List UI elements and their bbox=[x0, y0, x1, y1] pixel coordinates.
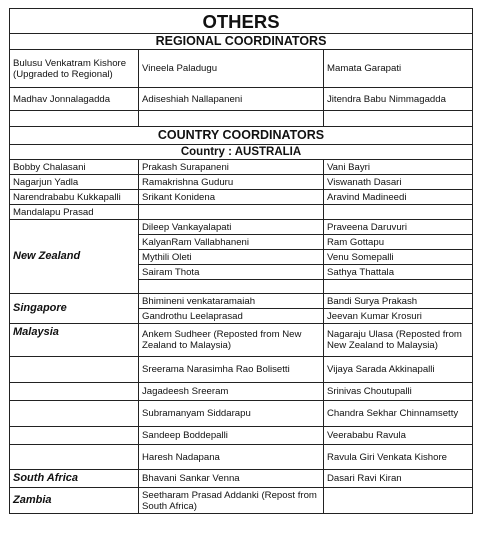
table-cell: Vineela Paladugu bbox=[139, 50, 324, 88]
table-cell: Ravula Giri Venkata Kishore bbox=[324, 445, 473, 470]
country-subheading: Country : AUSTRALIA bbox=[10, 145, 473, 160]
table-cell: Jitendra Babu Nimmagadda bbox=[324, 88, 473, 111]
table-cell: Subramanyam Siddarapu bbox=[139, 401, 324, 427]
table-cell: Nagaraju Ulasa (Reposted from New Zealand to Malaysia) bbox=[324, 324, 473, 357]
region-south-africa: South Africa bbox=[10, 470, 139, 488]
table-cell: Aravind Madineedi bbox=[324, 190, 473, 205]
table-cell: Haresh Nadapana bbox=[139, 445, 324, 470]
table-cell: Sreerama Narasimha Rao Bolisetti bbox=[139, 357, 324, 383]
table-cell: Sairam Thota bbox=[139, 265, 324, 280]
table-cell: Sathya Thattala bbox=[324, 265, 473, 280]
table-cell: Chandra Sekhar Chinnamsetty bbox=[324, 401, 473, 427]
table-cell: KalyanRam Vallabhaneni bbox=[139, 235, 324, 250]
table-cell: Madhav Jonnalagadda bbox=[10, 88, 139, 111]
table-cell: Mythili Oleti bbox=[139, 250, 324, 265]
table-cell: Mandalapu Prasad bbox=[10, 205, 139, 220]
regional-heading: REGIONAL COORDINATORS bbox=[10, 34, 473, 50]
table-row bbox=[10, 160, 473, 175]
table-cell: Praveena Daruvuri bbox=[324, 220, 473, 235]
country-heading: COUNTRY COORDINATORS bbox=[10, 127, 473, 145]
table-cell bbox=[324, 205, 473, 220]
table-row bbox=[10, 50, 473, 88]
table-cell: Bulusu Venkatram Kishore (Upgraded to Regional) bbox=[10, 50, 139, 88]
region-singapore: Singapore bbox=[10, 294, 139, 324]
others-document bbox=[9, 8, 472, 514]
region-zambia: Zambia bbox=[10, 488, 139, 514]
table-cell: Mamata Garapati bbox=[324, 50, 473, 88]
table-cell: Bobby Chalasani bbox=[10, 160, 139, 175]
table-cell: Venu Somepalli bbox=[324, 250, 473, 265]
table-row bbox=[10, 488, 473, 514]
table-cell: Seetharam Prasad Addanki (Repost from South Africa) bbox=[139, 488, 324, 514]
table-row bbox=[10, 205, 473, 220]
table-cell: Srikant Konidena bbox=[139, 190, 324, 205]
table-row bbox=[10, 294, 473, 309]
region-malaysia: Malaysia bbox=[10, 324, 139, 357]
table-row bbox=[10, 220, 473, 235]
table-cell: Ankem Sudheer (Reposted from New Zealand to Malaysia) bbox=[139, 324, 324, 357]
table-row bbox=[10, 175, 473, 190]
table-row bbox=[10, 357, 473, 383]
table-cell: Dileep Vankayalapati bbox=[139, 220, 324, 235]
table-row bbox=[10, 88, 473, 111]
table-row bbox=[10, 190, 473, 205]
table-cell: Dasari Ravi Kiran bbox=[324, 470, 473, 488]
table-cell: Bhimineni venkataramaiah bbox=[139, 294, 324, 309]
table-row bbox=[10, 111, 473, 127]
table-cell: Ramakrishna Guduru bbox=[139, 175, 324, 190]
table-cell: Narendrababu Kukkapalli bbox=[10, 190, 139, 205]
table-cell: Jeevan Kumar Krosuri bbox=[324, 309, 473, 324]
table-cell: Sandeep Boddepalli bbox=[139, 427, 324, 445]
table-cell: Adiseshiah Nallapaneni bbox=[139, 88, 324, 111]
table-cell bbox=[139, 205, 324, 220]
page-title: OTHERS bbox=[10, 9, 473, 34]
table-row bbox=[10, 383, 473, 401]
table-row bbox=[10, 324, 473, 357]
table-cell bbox=[324, 488, 473, 514]
table-cell: Jagadeesh Sreeram bbox=[139, 383, 324, 401]
region-new-zealand: New Zealand bbox=[10, 220, 139, 294]
table-cell: Vijaya Sarada Akkinapalli bbox=[324, 357, 473, 383]
table-cell: Nagarjun Yadla bbox=[10, 175, 139, 190]
table-row bbox=[10, 470, 473, 488]
table-cell: Vani Bayri bbox=[324, 160, 473, 175]
table-cell: Veerababu Ravula bbox=[324, 427, 473, 445]
table-row bbox=[10, 401, 473, 427]
table-row bbox=[10, 427, 473, 445]
table-row bbox=[10, 445, 473, 470]
table-cell: Bhavani Sankar Venna bbox=[139, 470, 324, 488]
table-cell: Gandrothu Leelaprasad bbox=[139, 309, 324, 324]
table-cell: Prakash Surapaneni bbox=[139, 160, 324, 175]
table-cell: Ram Gottapu bbox=[324, 235, 473, 250]
table-cell: Bandi Surya Prakash bbox=[324, 294, 473, 309]
coordinators-table bbox=[9, 8, 473, 514]
table-cell: Srinivas Choutupalli bbox=[324, 383, 473, 401]
table-cell: Viswanath Dasari bbox=[324, 175, 473, 190]
